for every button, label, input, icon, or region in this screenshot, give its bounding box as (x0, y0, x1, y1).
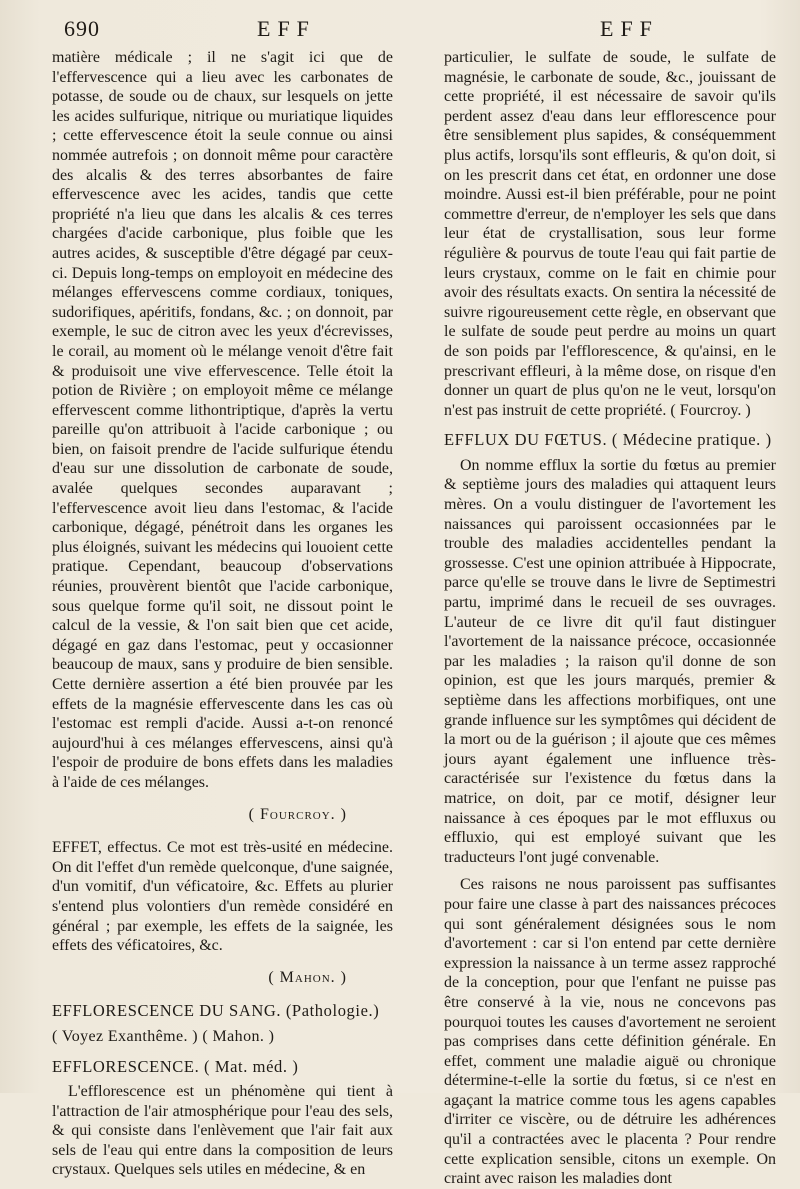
running-head-left: EFF (257, 16, 316, 41)
effervescence-continuation: matière médicale ; il ne s'agit ici que de l'effervescence qui a lieu avec les carbonates de potasse, de soude ou de chaux, sur lesquels on jette les acides sulfurique, nitrique ou muriatique liquides ; cette effervescence étoit la seule connue ou ainsi nommée autrefois ; on donnoit même pour caractère des alcalis & des terres absorbantes de faire effervescence avec les acides, tandis que cette propriété n'a lieu que dans les alcalis & ces terres chargées d'acide carbonique, plus foible que les autres acides, & susceptible d'être dégagé par ceux-ci. Depuis long-temps on employoit en médecine des mélanges effervescens comme cordiaux, toniques, sudorifiques, apéritifs, fondans, &c. ; on donnoit, par exemple, le suc de citron avec les yeux d'écrevisses, le corail, au moment où le mélange venoit d'être fait & produisoit une vive effervescence. Telle étoit la potion de Rivière ; on employoit même ce mélange effervescent comme lithontriptique, d'après la vertu pareille qu'on attribuoit à l'acide carbonique ; ou bien, on faisoit prendre de l'acide sulfurique étendu d'eau sur une dissolution de carbonate de soude, avalée quelques secondes auparavant ; l'effervescence avoit lieu dans l'estomac, & l'acide carbonique, dégagé, pénétroit dans les organes les plus éloignés, suivant les médecins qui louoient cette pratique. Cependant, beaucoup d'observations réunies, prouvèrent bientôt que l'acide carbonique, sous quelque forme qu'il soit, ne dissout point le calcul de la vessie, & l'on sait bien que cet acide, dégagé en gaz dans l'estomac, peut y occasionner beaucoup de maux, sans y produire de bien sensible. Cette dernière assertion a été bien prouvée par les effets de la magnésie effervescente dans les cas où l'estomac est rempli d'acide. Aussi a-t-on renoncé aujourd'hui à ces mélanges effervescens, ainsi qu'à l'espoir de produire de bons effets dans les maladies à l'aide de ces mélanges. (52, 49, 393, 791)
text-columns (52, 48, 776, 1189)
entry-efflorescence: L'efflorescence est un phénomène qui tient à l'attraction de l'air atmosphérique pour l'eau des sels, & qui consiste dans l'enlèvement que l'air fait aux sels de l'eau qui entre dans la composition de leurs crystaux. Quelques sels utiles en médecine, & en (52, 1083, 393, 1179)
signature-fourcroy: ( Fourcroy. ) (248, 805, 347, 823)
heading-efflorescence-du-sang: EFFLORESCENCE DU SANG. (Pathologie.) (52, 1001, 380, 1021)
efflorescence-continuation: particulier, le sulfate de soude, le sulfate de magnésie, le carbonate de soude, &c., jouissant de cette propriété, il est nécessaire de savoir qu'ils perdent assez d'eau dans leur efflorescence pour être sensiblement plus sapides, & conséquemment plus actifs, lorsqu'ils sont effleuris, & qu'on doit, si on les prescrit dans cet état, en ordonner une dose moindre. Aussi est-il bien préférable, pour ne point commettre d'erreur, de n'employer les sels que dans leur état de crystallisation, sous leur forme régulière & pourvus de toute l'eau qui fait partie de leurs crystaux, comme on le fait en chimie pour avoir des résultats exacts. On sentira la nécessité de suivre rigoureusement cette règle, en observant que le sulfate de soude peut perdre au moins un quart de son poids par l'efflorescence, & qu'ainsi, en le prescrivant effleuri, à la même dose, on risque d'en donner un quart de plus qu'on ne le veut, lorsqu'on n'est pas instruit de cette propriété. ( Fourcroy. ) (444, 49, 776, 419)
entry-efflux-paragraph-1: On nomme efflux la sortie du fœtus au premier & septième jours des maladies qui attaquent leurs mères. On a voulu distinguer de l'avortement les naissances qui paroissent occasionnées par le trouble des maladies accidentelles pendant la grossesse. C'est une opinion attribuée à Hippocrate, parce qu'elle se trouve dans le livre de Septimestri partu, imprimé dans le recueil de ses ouvrages. L'auteur de ce livre dit qu'il faut distinguer l'avortement de la naissance précoce, occasionnée par les maladies ; la raison qu'il donne de son opinion, est que les jours marqués, premier & septième dans les affections morbifiques, ont une grande influence sur les symptômes qui décident de la mort ou de la guérison ; il ajoute que ces mêmes jours ayant également une influence très-caractérisée sur l'existence du fœtus dans la matrice, on doit, par ce motif, désigner leur naissance à ces époques par le mot effluxus ou effluxio, qui est employé suivant que les traducteurs l'ont jugé convenable. (444, 456, 776, 866)
signature-mahon: ( Mahon. ) (268, 968, 347, 986)
running-head-right: EFF (600, 16, 659, 41)
page-number: 690 (64, 16, 100, 41)
left-column (52, 48, 393, 1189)
page-header (52, 14, 776, 48)
heading-efflorescence: EFFLORESCENCE. ( Mat. méd. ) (52, 1056, 299, 1076)
entry-efflux-paragraph-2: Ces raisons ne nous paroissent pas suffisantes pour faire une classe à part des naissances précoces qui sont généralement désignées sous le nom d'avortement : car si l'on entend par cette dernière expression la naissance à un terme assez rapproché de la conception, pour que l'enfant ne puisse pas être conservé à la vie, nous ne concevons pas pourquoi toutes les causes d'avortement ne seroient pas comprises dans cette définition générale. En effet, comment une maladie aiguë ou chronique détermine-t-elle la sortie du fœtus, si ce n'est en agaçant la matrice comme tous les agens capables d'irriter ce viscère, ou de détruire les adhérences qu'il a contractées avec le placenta ? Pour rendre cette explication sensible, citons un exemple. On craint avec raison les maladies dont (444, 876, 776, 1188)
heading-efflux-du-foetus: EFFLUX DU FŒTUS. ( Médecine pratique. ) (444, 430, 772, 450)
entry-effet: EFFET, effectus. Ce mot est très-usité en médecine. On dit l'effet d'un remède quelconque, d'une saignée, d'un vomitif, d'un véficatoire, &c. Effets au plurier s'entend plus volontiers d'un remède considéré en général ; par exemple, les effets de la saignée, les effets des véficatoires, &c. (52, 839, 393, 955)
right-column (444, 48, 776, 1189)
cross-reference-exantheme: ( Voyez Exanthême. ) ( Mahon. ) (52, 1027, 275, 1045)
